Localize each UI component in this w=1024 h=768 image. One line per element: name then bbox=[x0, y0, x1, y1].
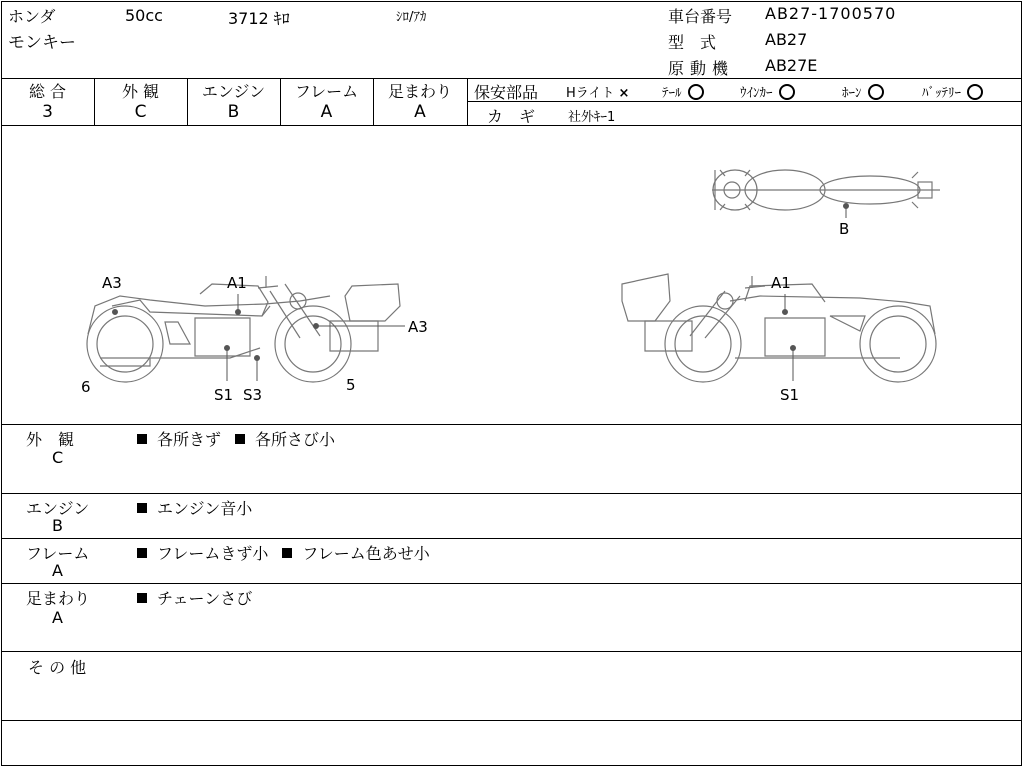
top-bike-drawing bbox=[712, 170, 940, 210]
remark-suspension-notes bbox=[137, 586, 266, 609]
safety-tail bbox=[662, 82, 704, 101]
grade-suspension-label: 足まわり bbox=[387, 82, 452, 101]
remark-engine-label: エンジン bbox=[26, 499, 90, 518]
square-bullet-icon bbox=[137, 548, 147, 558]
engine-model-label: 原動機 bbox=[668, 59, 735, 78]
label-s1-left: S1 bbox=[214, 386, 234, 404]
grade-suspension-value: A bbox=[414, 102, 426, 122]
grade-frame-label: フレーム bbox=[294, 82, 359, 101]
label-a3-front: A3 bbox=[408, 318, 428, 336]
color: ｼﾛ/ｱｶ bbox=[396, 10, 427, 25]
square-bullet-icon bbox=[282, 548, 292, 558]
divider bbox=[1, 583, 1022, 584]
damage-markers bbox=[113, 204, 849, 382]
label-a1-left: A1 bbox=[227, 274, 247, 292]
remark-note bbox=[137, 586, 252, 609]
divider bbox=[1, 424, 1022, 425]
safety-headlight bbox=[566, 82, 629, 101]
remark-note bbox=[282, 541, 429, 564]
remark-engine-grade: B bbox=[52, 516, 63, 535]
divider bbox=[1, 651, 1022, 652]
label-a3-rear: A3 bbox=[102, 274, 122, 292]
divider bbox=[467, 78, 468, 125]
remark-suspension-grade: A bbox=[52, 608, 63, 627]
remark-note bbox=[137, 496, 252, 519]
type-label: 型 式 bbox=[668, 33, 717, 52]
divider bbox=[467, 101, 1022, 102]
remark-exterior-notes bbox=[137, 427, 349, 450]
safety-winker-name: ｳｲﾝｶｰ bbox=[740, 86, 773, 101]
remark-frame-notes bbox=[137, 541, 444, 564]
grade-engine-label: エンジン bbox=[201, 82, 266, 101]
remark-note-text: 各所きず bbox=[157, 430, 222, 449]
circle-icon bbox=[868, 84, 884, 100]
mileage: 3712 ｷﾛ bbox=[228, 9, 290, 28]
remark-frame-label: フレーム bbox=[26, 544, 90, 563]
key-label: カ ギ bbox=[487, 107, 536, 126]
chassis-value: AB27-1700570 bbox=[765, 4, 897, 23]
square-bullet-icon bbox=[137, 434, 147, 444]
label-a1-right: A1 bbox=[771, 274, 791, 292]
safety-label: 保安部品 bbox=[474, 83, 539, 102]
damage-diagram bbox=[0, 126, 1024, 424]
safety-winker bbox=[740, 82, 795, 101]
safety-battery bbox=[922, 82, 983, 101]
grade-frame-value: A bbox=[320, 102, 333, 122]
engine-model-value: AB27E bbox=[765, 56, 818, 75]
remark-exterior-grade: C bbox=[52, 448, 64, 467]
grade-exterior-value: C bbox=[134, 102, 147, 122]
circle-icon bbox=[688, 84, 704, 100]
label-front-wheel: 5 bbox=[346, 376, 356, 394]
grade-overall-label: 総 合 bbox=[28, 82, 67, 101]
cross-icon: × bbox=[618, 86, 630, 101]
remark-frame-grade: A bbox=[52, 561, 63, 580]
safety-horn bbox=[842, 82, 884, 101]
grade-engine-value: B bbox=[227, 102, 240, 122]
label-s3: S3 bbox=[243, 386, 263, 404]
safety-horn-name: ﾎｰﾝ bbox=[842, 86, 862, 101]
remark-exterior-label: 外 観 bbox=[26, 430, 75, 449]
label-rear-wheel: 6 bbox=[81, 378, 91, 396]
divider bbox=[1, 538, 1022, 539]
chassis-label: 車台番号 bbox=[668, 7, 733, 26]
model-name: モンキー bbox=[8, 33, 76, 53]
square-bullet-icon bbox=[137, 503, 147, 513]
displacement: 50cc bbox=[125, 6, 163, 25]
grade-overall-value: 3 bbox=[42, 102, 53, 122]
grade-exterior-label: 外 観 bbox=[121, 82, 160, 101]
key-value: 社外ｷｰ1 bbox=[568, 110, 616, 125]
remark-note-text: 各所さび小 bbox=[255, 430, 336, 449]
remark-note bbox=[137, 541, 268, 564]
circle-icon bbox=[779, 84, 795, 100]
remark-engine-notes bbox=[137, 496, 266, 519]
label-b-top: B bbox=[839, 220, 850, 238]
remark-note-text: フレーム色あせ小 bbox=[302, 544, 430, 563]
remark-note-text: チェーンさび bbox=[157, 589, 253, 608]
label-s1-right: S1 bbox=[780, 386, 800, 404]
square-bullet-icon bbox=[235, 434, 245, 444]
remark-note bbox=[137, 427, 221, 450]
safety-headlight-name: Hライト bbox=[566, 86, 615, 101]
divider bbox=[1, 720, 1022, 721]
circle-icon bbox=[967, 84, 983, 100]
remark-note bbox=[235, 427, 335, 450]
square-bullet-icon bbox=[137, 593, 147, 603]
divider bbox=[1, 493, 1022, 494]
remark-note-text: エンジン音小 bbox=[157, 499, 253, 518]
type-value: AB27 bbox=[765, 30, 808, 49]
safety-battery-name: ﾊﾞｯﾃﾘｰ bbox=[922, 86, 961, 101]
remark-note-text: フレームきず小 bbox=[157, 544, 269, 563]
maker-name: ホンダ bbox=[8, 7, 56, 26]
remark-suspension-label: 足まわり bbox=[26, 589, 91, 608]
remark-other-label: そ の 他 bbox=[28, 658, 87, 677]
safety-tail-name: ﾃｰﾙ bbox=[662, 86, 682, 101]
